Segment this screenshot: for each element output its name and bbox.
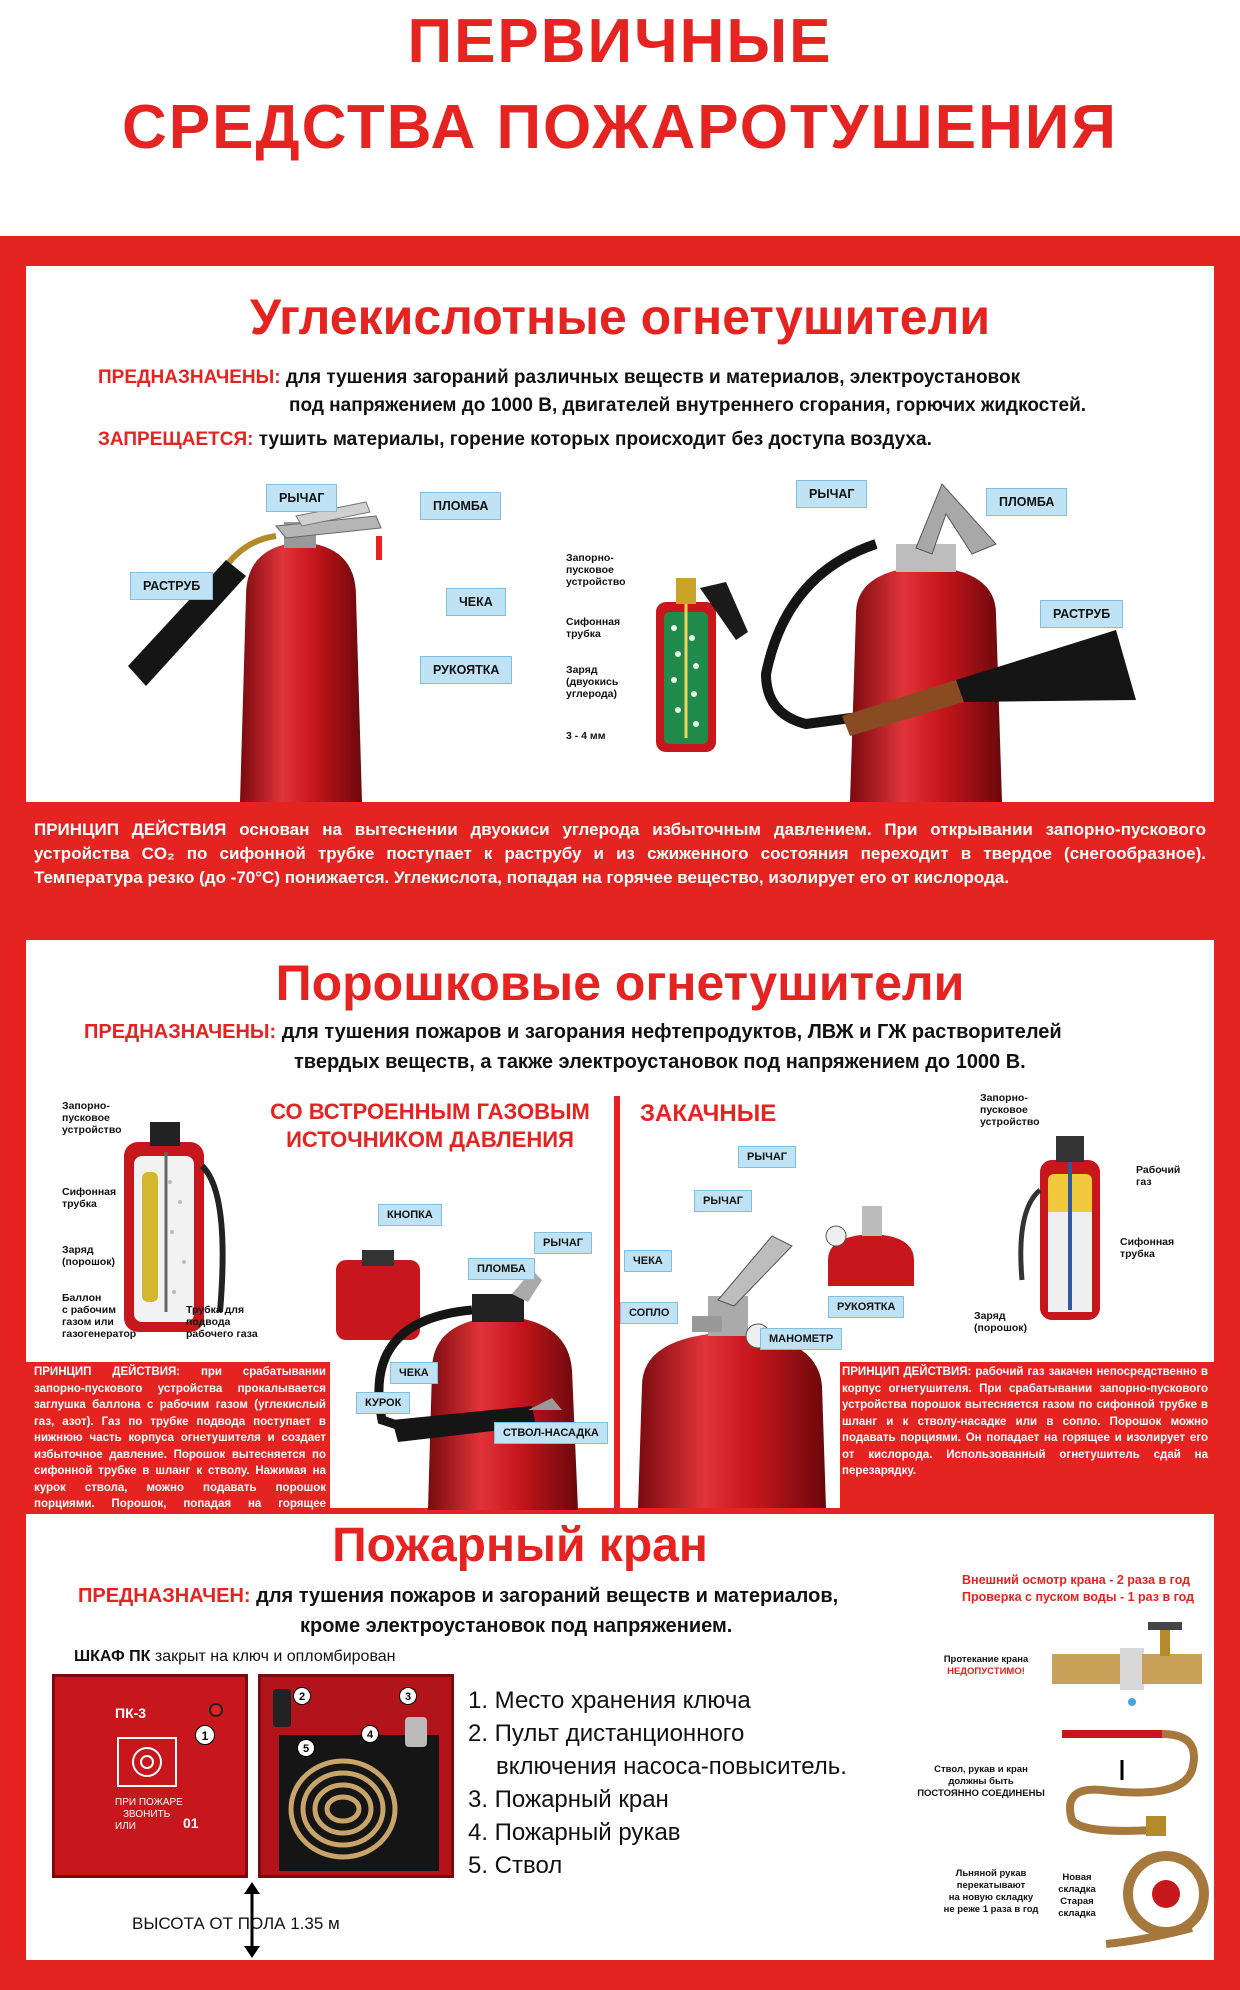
powder-purpose: [84, 1018, 1204, 1046]
legend-item-2-cont: включения насоса-повыситель.: [496, 1753, 847, 1780]
hydrant-purpose-line1: для тушения пожаров и загораний веществ и материалов,: [256, 1585, 839, 1607]
closed-cabinet: [52, 1674, 248, 1878]
co2-forbid-label: ЗАПРЕЩАЕТСЯ:: [98, 429, 254, 450]
marker-2: 2: [293, 1687, 311, 1705]
powder-left-label-charge: Заряд (порошок): [62, 1244, 115, 1268]
powder-right-heading: ЗАКАЧНЫЕ: [640, 1100, 777, 1127]
rolled-hose-illustration: [1096, 1844, 1212, 1954]
mount-height: ВЫСОТА ОТ ПОЛА 1.35 м: [132, 1914, 340, 1933]
hydrant-inspection-2: Проверка с пуском воды - 1 раз в год: [962, 1590, 1195, 1604]
co2-callout-horn: РАСТРУБ: [130, 572, 213, 600]
powder-left-callout-pin: ЧЕКА: [390, 1362, 438, 1384]
marker-3: 3: [399, 1687, 417, 1705]
powder-right-label-valve: Запорно- пусковое устройство: [980, 1092, 1040, 1128]
powder-left-label-tube: Трубка для подвода рабочего газа: [186, 1304, 258, 1340]
powder-right-callout-pin: ЧЕКА: [624, 1250, 672, 1272]
powder-right-callout-gauge: МАНОМЕТР: [760, 1328, 842, 1350]
remote-button-icon: [273, 1689, 291, 1727]
legend-item-2: 2. Пульт дистанционного: [468, 1720, 745, 1747]
co2-callout-lever: РЫЧАГ: [266, 484, 337, 512]
hydrant-inspection: [962, 1572, 1194, 1606]
powder-left-heading: [250, 1098, 610, 1154]
powder-purpose-line1: для тушения пожаров и загорания нефтепродуктов, ЛВЖ и ГЖ растворителей: [281, 1021, 1062, 1043]
powder-header-panel: [26, 940, 1214, 1096]
powder-right-cutaway-diagram: [1006, 1120, 1126, 1330]
cabinet-caption-rest: закрыт на ключ и опломбирован: [154, 1648, 396, 1665]
key-lock-icon: [209, 1703, 223, 1717]
powder-right-callout-handle: РУКОЯТКА: [828, 1296, 904, 1318]
powder-left-extinguisher-illustration: [332, 1210, 612, 1510]
powder-right-callout-lever-2: РЫЧАГ: [694, 1190, 752, 1212]
co2-extinguisher-left-illustration: [126, 476, 466, 802]
cabinet-caption: [74, 1648, 396, 1666]
legend-item-5: 5. Ствол: [468, 1852, 563, 1879]
hydrant-purpose: [78, 1582, 978, 1610]
note-leak-2: НЕДОПУСТИМО!: [947, 1666, 1025, 1677]
co2-callout-horn-right: РАСТРУБ: [1040, 600, 1123, 628]
co2-cutaway-label-valve: Запорно- пусковое устройство: [566, 552, 626, 588]
co2-cutaway-label-siphon: Сифонная трубка: [566, 616, 621, 640]
powder-left-callout-button: КНОПКА: [378, 1204, 442, 1226]
powder-purpose-label: ПРЕДНАЗНАЧЕНЫ:: [84, 1021, 277, 1043]
poster-title-line1: ПЕРВИЧНЫЕ: [407, 7, 833, 76]
powder-right-label-siphon: Сифонная трубка: [1120, 1236, 1175, 1260]
powder-right-callout-nozzle: СОПЛО: [620, 1302, 678, 1324]
powder-left-heading-2: ИСТОЧНИКОМ ДАВЛЕНИЯ: [286, 1127, 574, 1152]
marker-5: 5: [297, 1739, 315, 1757]
co2-callout-seal: ПЛОМБА: [420, 492, 501, 520]
co2-title: Углекислотные огнетушители: [249, 289, 991, 345]
powder-right-callout-lever-1: РЫЧАГ: [738, 1146, 796, 1168]
co2-cutaway-label-charge: Заряд (двуокись углерода): [566, 664, 619, 700]
note-new-fold: Новая складка: [1058, 1872, 1096, 1895]
note-fold: Льняной рукав перекатывают на новую складку не реже 1 раза в год: [943, 1868, 1039, 1915]
powder-left-heading-1: СО ВСТРОЕННЫМ ГАЗОВЫМ: [270, 1099, 590, 1124]
cabinet-text-4: 01: [183, 1815, 199, 1831]
powder-left-label-valve: Запорно- пусковое устройство: [62, 1100, 122, 1136]
powder-right-label-gas: Рабочий газ: [1136, 1164, 1181, 1188]
valve-icon: [405, 1717, 427, 1747]
co2-extinguisher-right-illustration: [746, 474, 1166, 802]
hose-reel-icon: [117, 1737, 177, 1787]
legend-item-1: 1. Место хранения ключа: [468, 1687, 751, 1714]
note-connected: Ствол, рукав и кран должны быть ПОСТОЯННО СОЕДИНЕНЫ: [917, 1764, 1045, 1799]
powder-left-principle: ПРИНЦИП ДЕЙСТВИЯ: при срабатывании запорно-пускового устройства прокалывается заглушка баллона с рабочим газом (углекислый газ, азот). Газ по трубке подвода поступает в нижнюю часть корпуса огнетушителя и создает избыточное давление. Порошок вытесняется по сифонной трубке в шланг к стволу. Нажимая на курок ствола, можно подавать порошок порциями. Порошок, попадая на горящее: [34, 1366, 326, 1510]
powder-left-callout-nozzle: СТВОЛ-НАСАДКА: [494, 1422, 608, 1444]
co2-callout-lever-right: РЫЧАГ: [796, 480, 867, 508]
legend-item-3: 3. Пожарный кран: [468, 1786, 669, 1813]
note-old-fold: Старая складка: [1058, 1896, 1096, 1919]
cabinet-caption-bold: ШКАФ ПК: [74, 1648, 151, 1665]
marker-4: 4: [361, 1725, 379, 1743]
hydrant-panel: [26, 1514, 1214, 1960]
cabinet-plate: ПК-3: [115, 1705, 147, 1721]
cabinet-text-1: ПРИ ПОЖАРЕ: [115, 1797, 183, 1808]
powder-left-label-cylinder: Баллон с рабочим газом или газогенератор: [62, 1292, 137, 1340]
powder-purpose-line2: твердых веществ, а также электроустановок под напряжением до 1000 В.: [294, 1051, 1026, 1073]
co2-forbid: [98, 426, 1178, 454]
co2-forbid-text: тушить материалы, горение которых происходит без доступа воздуха.: [258, 429, 932, 450]
co2-purpose-line1: для тушения загораний различных веществ и материалов, электроустановок: [285, 367, 1021, 388]
co2-purpose: [98, 364, 1178, 392]
open-cabinet: [258, 1674, 454, 1878]
marker-1: 1: [195, 1725, 215, 1745]
co2-callout-handle: РУКОЯТКА: [420, 656, 512, 684]
cabinet-text-2: ЗВОНИТЬ: [123, 1809, 171, 1820]
co2-purpose-label: ПРЕДНАЗНАЧЕНЫ:: [98, 367, 281, 388]
powder-title: Порошковые огнетушители: [275, 955, 965, 1011]
note-leak: [926, 1654, 1046, 1678]
hydrant-title: Пожарный кран: [332, 1519, 708, 1572]
co2-purpose-line2: под напряжением до 1000 В, двигателей внутреннего сгорания, горючих жидкостей.: [289, 395, 1087, 416]
powder-left-label-siphon: Сифонная трубка: [62, 1186, 117, 1210]
valve-leak-illustration: [1042, 1618, 1212, 1708]
powder-right-label-charge: Заряд (порошок): [974, 1310, 1027, 1334]
hydrant-purpose-label: ПРЕДНАЗНАЧЕН:: [78, 1585, 251, 1607]
coiled-hose-icon: [283, 1753, 403, 1865]
co2-cutaway-label-gap: 3 - 4 мм: [566, 730, 606, 742]
legend-item-4: 4. Пожарный рукав: [468, 1819, 681, 1846]
powder-left-callout-seal: ПЛОМБА: [468, 1258, 535, 1280]
powder-left-callout-trigger: КУРОК: [356, 1392, 410, 1414]
hydrant-purpose-line2: кроме электроустановок под напряжением.: [300, 1615, 733, 1637]
co2-callout-seal-right: ПЛОМБА: [986, 488, 1067, 516]
powder-right-principle: ПРИНЦИП ДЕЙСТВИЯ: рабочий газ закачен непосредственно в корпус огнетушителя. При срабатывании запорно-пускового устройства порошок вытесняется газом по сифонной трубке в шланг и к стволу-насадке или в сопло. Порошок можно подавать порциями. Он попадает на горящее и изолирует его от кислорода. Использованный огнетушитель сдай на перезарядку.: [842, 1366, 1208, 1477]
connected-hose-illustration: [1042, 1720, 1212, 1840]
co2-panel: [26, 266, 1214, 802]
co2-callout-pin: ЧЕКА: [446, 588, 506, 616]
powder-left-callout-lever: РЫЧАГ: [534, 1232, 592, 1254]
hydrant-inspection-1: Внешний осмотр крана - 2 раза в год: [962, 1573, 1191, 1587]
co2-principle: ПРИНЦИП ДЕЙСТВИЯ основан на вытеснении двуокиси углерода избыточным давлением. При открывании запорно-пускового устройства CO₂ по сифонной трубке поступает к раструбу и из сжиженного состояния переходит в твердое (снегообразное). Температура резко (до -70°С) понижается. Углекислота, попадая на горячее вещество, изолирует его от кислорода.: [34, 820, 1206, 887]
poster-header: [0, 0, 1240, 236]
cabinet-text-3: ИЛИ: [115, 1821, 136, 1832]
note-leak-1: Протекание крана: [943, 1654, 1029, 1665]
poster-title-line2: СРЕДСТВА ПОЖАРОТУШЕНИЯ: [122, 93, 1118, 162]
